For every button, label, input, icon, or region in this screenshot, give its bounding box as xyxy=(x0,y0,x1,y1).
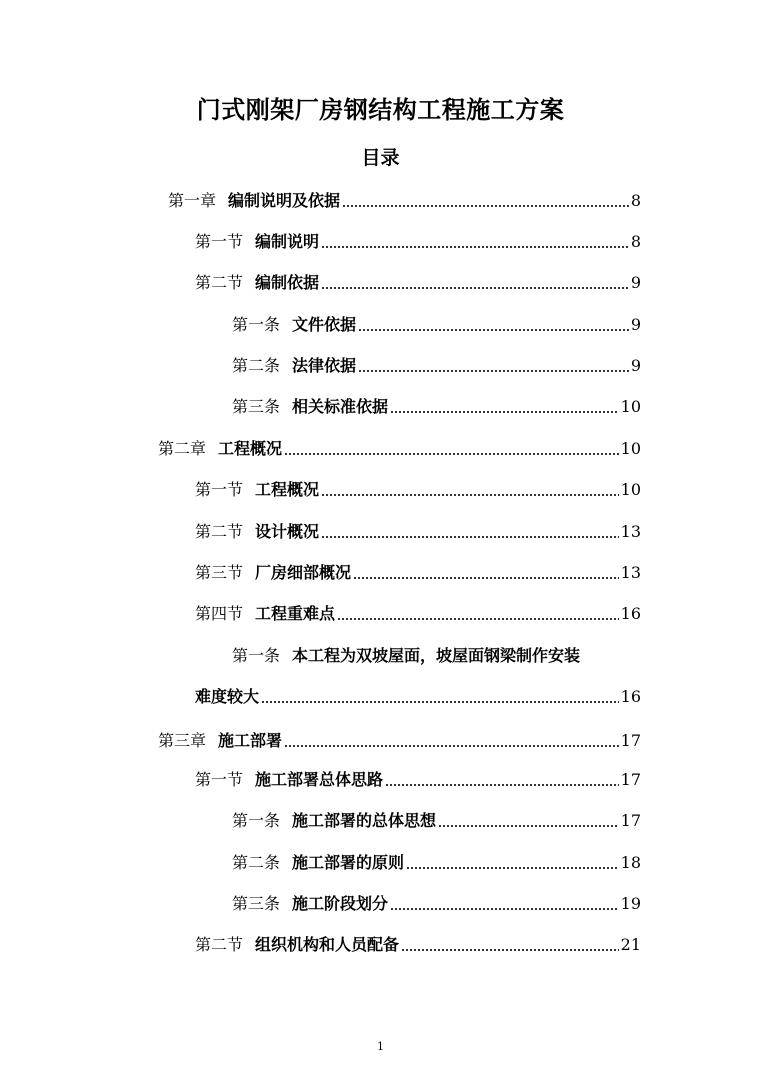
toc-entry-section[interactable] xyxy=(195,761,641,791)
toc-entry-title: 组织机构和人员配备 xyxy=(255,935,400,954)
toc-leader-dots xyxy=(358,370,629,372)
toc-entry-title: 厂房细部概况 xyxy=(255,563,352,582)
toc-leader-dots xyxy=(438,825,619,827)
toc-entry-title: 设计概况 xyxy=(255,522,320,541)
toc-entry-page: 17 xyxy=(620,811,641,830)
toc-entry-page: 13 xyxy=(620,563,641,582)
toc-entry-page: 10 xyxy=(620,480,641,499)
toc-entry-section[interactable] xyxy=(195,595,641,625)
toc-entry-number: 第三节 xyxy=(195,563,244,582)
toc-entry-number: 第一章 xyxy=(168,191,217,210)
toc-entry-page: 17 xyxy=(620,770,641,789)
toc-entry-title: 法律依据 xyxy=(292,356,357,375)
toc-entry-title: 施工阶段划分 xyxy=(292,894,389,913)
toc-entry-page: 13 xyxy=(620,522,641,541)
toc-leader-dots xyxy=(321,536,619,538)
toc-entry-title: 编制说明及依据 xyxy=(228,191,341,210)
toc-entry-title: 施工部署总体思路 xyxy=(255,770,384,789)
toc-entry-section[interactable] xyxy=(195,554,641,584)
toc-entry-article[interactable] xyxy=(232,802,641,832)
toc-entry-article[interactable] xyxy=(232,306,641,336)
toc-entry-page: 10 xyxy=(620,397,641,416)
document-title: 门式刚架厂房钢结构工程施工方案 xyxy=(196,96,565,124)
toc-entry-page: 9 xyxy=(630,356,641,375)
toc-entry-number: 第二条 xyxy=(232,356,281,375)
toc-leader-dots xyxy=(401,949,619,951)
toc-entry-section[interactable] xyxy=(195,471,641,501)
toc-entry-number: 第四节 xyxy=(195,604,244,623)
toc-entry-number: 第一节 xyxy=(195,480,244,499)
toc-leader-dots xyxy=(321,287,629,289)
toc-entry-chapter[interactable] xyxy=(158,722,641,752)
toc-entry-number: 第一条 xyxy=(232,811,281,830)
toc-entry-page: 8 xyxy=(630,232,641,251)
toc-entry-number: 第一条 xyxy=(232,646,281,665)
toc-entry-number: 第一节 xyxy=(195,770,244,789)
toc-entry-title: 施工部署 xyxy=(218,731,283,750)
toc-heading: 目录 xyxy=(361,147,400,169)
toc-entry-number: 第一节 xyxy=(195,232,244,251)
toc-entry-page: 21 xyxy=(620,935,641,954)
toc-entry-section[interactable] xyxy=(195,264,641,294)
page-number: 1 xyxy=(377,1040,384,1053)
toc-leader-dots xyxy=(342,205,629,207)
toc-entry-page: 9 xyxy=(630,315,641,334)
toc-entry-title: 工程概况 xyxy=(218,439,283,458)
toc-entry-number: 第二节 xyxy=(195,935,244,954)
toc-entry-page: 8 xyxy=(630,191,641,210)
toc-entry-title: 编制说明 xyxy=(255,232,320,251)
toc-entry-page: 10 xyxy=(620,439,641,458)
toc-entry-title: 工程重难点 xyxy=(255,604,336,623)
toc-leader-dots xyxy=(390,908,619,910)
toc-entry-chapter[interactable] xyxy=(158,430,641,460)
toc-entry-article[interactable] xyxy=(232,388,641,418)
toc-leader-dots xyxy=(284,453,619,455)
toc-leader-dots xyxy=(337,618,619,620)
toc-leader-dots xyxy=(390,411,619,413)
toc-entry-article[interactable] xyxy=(232,885,641,915)
toc-entry-number: 第二节 xyxy=(195,522,244,541)
toc-leader-dots xyxy=(261,701,619,703)
toc-entry-title-continued: 难度较大 xyxy=(195,687,260,706)
toc-entry-number: 第一条 xyxy=(232,315,281,334)
toc-entry-number: 第二节 xyxy=(195,273,244,292)
toc-leader-dots xyxy=(284,745,619,747)
toc-entry-title: 文件依据 xyxy=(292,315,357,334)
toc-entry-title: 工程概况 xyxy=(255,480,320,499)
toc-leader-dots xyxy=(385,784,619,786)
toc-entry-chapter[interactable] xyxy=(168,182,641,212)
toc-entry-number: 第二章 xyxy=(158,439,207,458)
toc-entry-page: 16 xyxy=(620,604,641,623)
toc-entry-section[interactable] xyxy=(195,223,641,253)
toc-entry-title: 本工程为双坡屋面，坡屋面钢梁制作安装 xyxy=(292,646,581,665)
toc-entry-section[interactable] xyxy=(195,513,641,543)
toc-entry-page: 19 xyxy=(620,894,641,913)
toc-leader-dots xyxy=(358,329,629,331)
toc-leader-dots xyxy=(321,246,629,248)
toc-entry-number: 第二条 xyxy=(232,853,281,872)
toc-entry-page: 9 xyxy=(630,273,641,292)
toc-entry-title: 施工部署的原则 xyxy=(292,853,405,872)
toc-entry-title: 编制依据 xyxy=(255,273,320,292)
toc-entry-page: 17 xyxy=(620,731,641,750)
toc-entry-section[interactable] xyxy=(195,926,641,956)
toc-leader-dots xyxy=(321,494,619,496)
toc-entry-title: 相关标准依据 xyxy=(292,397,389,416)
toc-entry-article-line2[interactable] xyxy=(195,678,641,708)
toc-entry-number: 第三条 xyxy=(232,894,281,913)
toc-entry-article-line1[interactable] xyxy=(232,637,641,667)
toc-entry-number: 第三条 xyxy=(232,397,281,416)
toc-leader-dots xyxy=(406,867,619,869)
toc-entry-page: 18 xyxy=(620,853,641,872)
toc-entry-title: 施工部署的总体思想 xyxy=(292,811,437,830)
toc-leader-dots xyxy=(353,577,619,579)
toc-entry-article[interactable] xyxy=(232,347,641,377)
toc-entry-number: 第三章 xyxy=(158,731,207,750)
toc-entry-page: 16 xyxy=(620,687,641,706)
toc-entry-article[interactable] xyxy=(232,844,641,874)
